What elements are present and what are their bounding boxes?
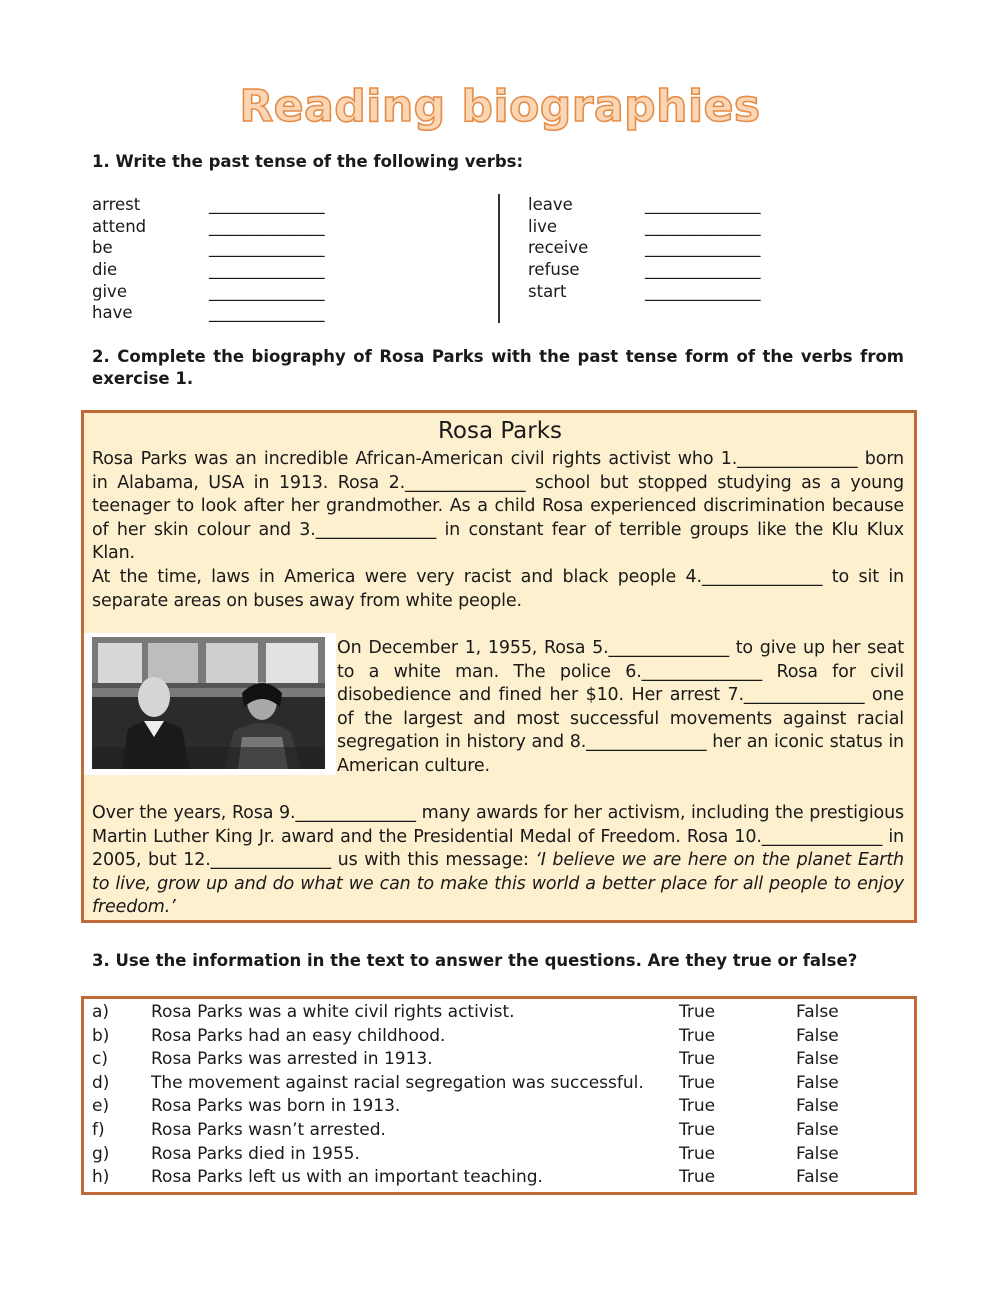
- true-option[interactable]: True: [679, 1120, 716, 1140]
- verb-word: live: [528, 216, 558, 236]
- verb-word: refuse: [528, 260, 580, 280]
- verb-row: [92, 281, 392, 303]
- true-option[interactable]: True: [679, 1002, 716, 1022]
- biography-paragraph-2: At the time, laws in America were very racist and black people 4.______________ to sit in separate areas on buses away from white people.: [92, 567, 904, 611]
- true-option[interactable]: True: [679, 1143, 716, 1164]
- rosa-parks-quote: ‘I believe we are here on the planet Earth to live, grow up and do what we can to make this world a better place for all people to enjoy freedom.’: [92, 850, 904, 917]
- false-option[interactable]: False: [796, 1002, 839, 1022]
- verb-word: leave: [528, 195, 573, 214]
- biography-paragraph-3: On December 1, 1955, Rosa 5.______________ to give up her seat to a white man. The police 6.______________ Rosa for civil disobedience and fined her $10. Her arrest 7.______________ one of the largest and most successful movements against racial segregation in history and 8.______________ her an iconic status in American culture.: [337, 638, 904, 776]
- exercise-1-heading: 1. Write the past tense of the following verbs:: [92, 152, 524, 171]
- answer-blank[interactable]: ______________: [645, 281, 761, 301]
- rosa-parks-bus-photo: [92, 637, 325, 769]
- paragraph-4-text: Over the years, Rosa 9.______________ many awards for her activism, including the prestigious Martin Luther King Jr. award and the Presidential Medal of Freedom. Rosa 10.______________ in 2005, but 12.______________ us with this message:: [92, 803, 904, 870]
- verb-row: [92, 216, 392, 238]
- tf-question-row: [0, 1119, 1000, 1143]
- question-text: Rosa Parks was born in 1913.: [151, 1096, 401, 1117]
- answer-blank[interactable]: ______________: [209, 303, 325, 323]
- question-letter: h): [92, 1167, 110, 1188]
- worksheet-title: Reading biographies: [239, 81, 761, 132]
- tf-question-row: [0, 1001, 1000, 1025]
- question-letter: g): [92, 1143, 110, 1164]
- exercise-3-heading: 3. Use the information in the text to answer the questions. Are they true or false?: [92, 951, 858, 970]
- answer-blank[interactable]: ______________: [209, 260, 325, 280]
- true-option[interactable]: True: [679, 1049, 716, 1070]
- answer-blank[interactable]: ______________: [209, 238, 325, 258]
- column-divider: [498, 194, 500, 323]
- false-option[interactable]: False: [796, 1096, 839, 1117]
- true-option[interactable]: True: [679, 1025, 716, 1046]
- verb-word: arrest: [92, 195, 141, 214]
- question-text: Rosa Parks left us with an important teaching.: [151, 1167, 543, 1188]
- verb-row: [528, 194, 828, 216]
- verb-word: die: [92, 260, 118, 280]
- verb-word: be: [92, 238, 113, 258]
- question-text: Rosa Parks was arrested in 1913.: [151, 1049, 433, 1070]
- verb-word: have: [92, 303, 133, 323]
- answer-blank[interactable]: ______________: [209, 216, 325, 236]
- verb-word: receive: [528, 238, 589, 258]
- verb-word: attend: [92, 216, 147, 236]
- verb-row: [528, 281, 828, 303]
- verb-row: [92, 302, 392, 324]
- question-letter: b): [92, 1025, 110, 1046]
- question-letter: c): [92, 1049, 108, 1070]
- false-option[interactable]: False: [796, 1072, 839, 1093]
- answer-blank[interactable]: ______________: [209, 195, 325, 214]
- exercise-2-heading: 2. Complete the biography of Rosa Parks with the past tense form of the verbs from exercise 1.: [92, 347, 904, 388]
- answer-blank[interactable]: ______________: [209, 281, 325, 301]
- question-letter: a): [92, 1002, 110, 1022]
- tf-question-row: [0, 1048, 1000, 1072]
- verb-row: [528, 216, 828, 238]
- verb-list-right: [528, 194, 828, 302]
- question-letter: f): [92, 1120, 105, 1140]
- true-option[interactable]: True: [679, 1072, 716, 1093]
- biography-paragraph-1: Rosa Parks was an incredible African-American civil rights activist who 1.______________ born in Alabama, USA in 1913. Rosa 2.______________ school but stopped studying as a young teenager to look after her grandmother. As a child Rosa experienced discrimination because of her skin colour and 3.______________ in constant fear of terrible groups like the Klu Klux Klan.: [92, 449, 904, 563]
- false-option[interactable]: False: [796, 1167, 839, 1188]
- tf-question-row: [0, 1095, 1000, 1119]
- tf-question-row: [0, 1072, 1000, 1096]
- question-text: Rosa Parks wasn’t arrested.: [151, 1120, 386, 1140]
- answer-blank[interactable]: ______________: [645, 238, 761, 258]
- verb-row: [92, 259, 392, 281]
- question-text: Rosa Parks was a white civil rights activist.: [151, 1002, 515, 1022]
- tf-question-row: [0, 1143, 1000, 1167]
- verb-row: [92, 237, 392, 259]
- question-text: Rosa Parks died in 1955.: [151, 1143, 360, 1164]
- question-text: Rosa Parks had an easy childhood.: [151, 1025, 446, 1046]
- true-option[interactable]: True: [679, 1167, 716, 1188]
- question-text: The movement against racial segregation was successful.: [151, 1072, 644, 1093]
- tf-question-row: [0, 1025, 1000, 1049]
- false-option[interactable]: False: [796, 1049, 839, 1070]
- verb-row: [528, 259, 828, 281]
- answer-blank[interactable]: ______________: [645, 216, 761, 236]
- biography-title: Rosa Parks: [437, 418, 563, 444]
- answer-blank[interactable]: ______________: [645, 195, 761, 214]
- false-option[interactable]: False: [796, 1143, 839, 1164]
- biography-paragraph-4: [92, 802, 904, 920]
- question-letter: e): [92, 1096, 110, 1117]
- verb-list-left: [92, 194, 392, 324]
- verb-row: [528, 237, 828, 259]
- question-letter: d): [92, 1072, 110, 1093]
- true-option[interactable]: True: [679, 1096, 716, 1117]
- answer-blank[interactable]: ______________: [645, 260, 761, 280]
- verb-word: give: [92, 281, 127, 301]
- false-option[interactable]: False: [796, 1120, 839, 1140]
- verb-row: [92, 194, 392, 216]
- verb-word: start: [528, 281, 567, 301]
- tf-question-row: [0, 1166, 1000, 1190]
- false-option[interactable]: False: [796, 1025, 839, 1046]
